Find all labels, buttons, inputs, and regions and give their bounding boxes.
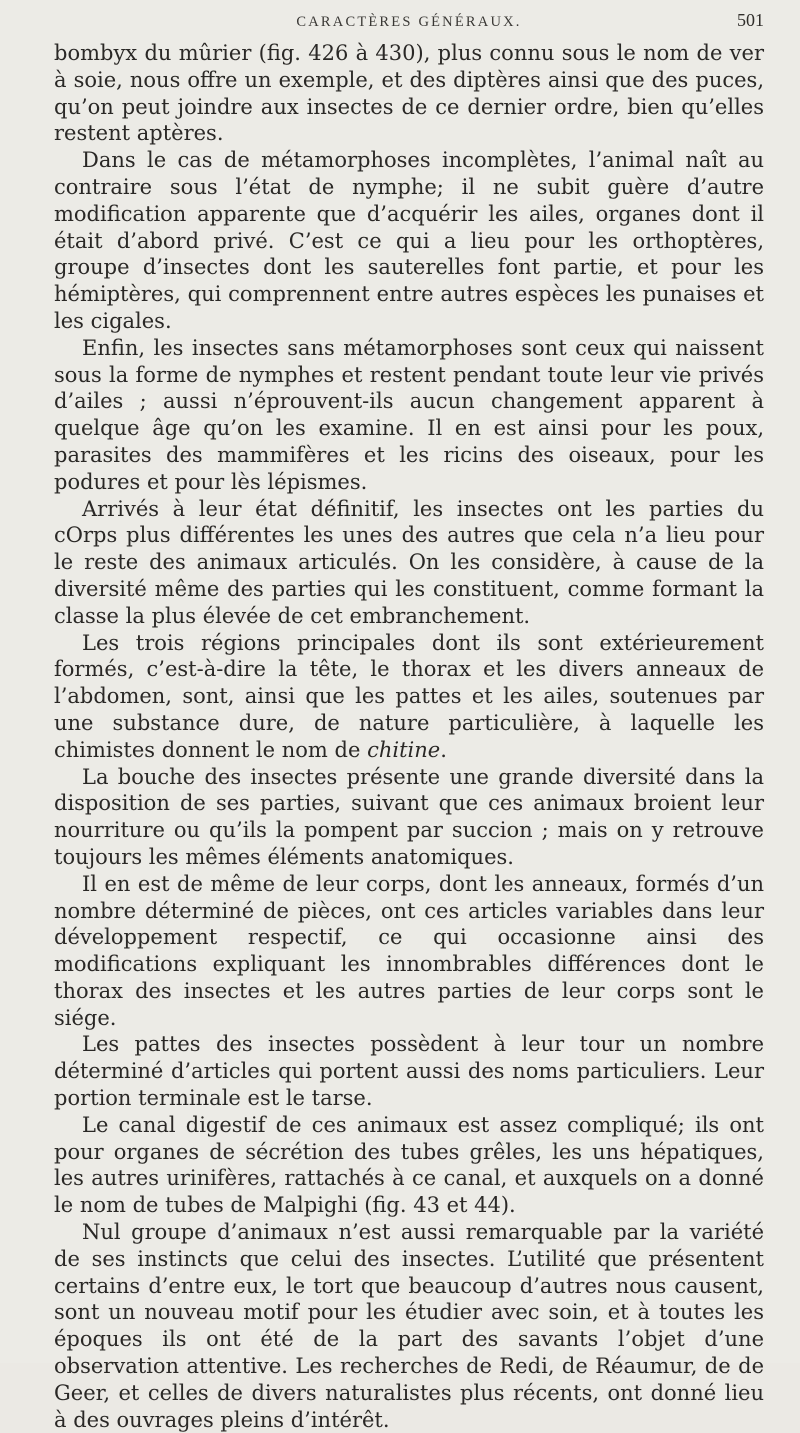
paragraph-chitin-end: . bbox=[440, 737, 447, 762]
chitine-term: chitine bbox=[367, 737, 441, 762]
paragraph-chitin bbox=[54, 630, 764, 764]
paragraph-instincts: Nul groupe d’animaux n’est aussi remarquable par la variété de ses instincts que celui des insectes. L’utilité que présentent certains d’entre eux, le tort que beaucoup d’autres nous causent, sont un nouveau motif pour les étudier avec soin, et à toutes les époques ils ont été de la part des savants l’objet d’une observation attentive. Les recherches de Redi, de Réaumur, de de Geer, et celles de divers naturalistes plus récents, ont donné lieu à des ouvrages pleins d’intérêt. bbox=[54, 1220, 764, 1432]
paragraph-chitin-text: Les trois régions principales dont ils sont extérieurement formés, c’est-à-dire la tête, le thorax et les divers anneaux de l’abdomen, sont, ainsi que les pattes et les ailes, soutenues par une substance dure, de nature particulière, à laquelle les chimistes donnent le nom de bbox=[54, 630, 764, 762]
paragraph-mouth: La bouche des insectes présente une grande diversité dans la disposition de ses parties, suivant que ces animaux broient leur nourriture ou qu’ils la pompent par succion ; mais on y retrouve toujours les mêmes éléments anatomiques. bbox=[54, 764, 764, 869]
paragraph-segments: Il en est de même de leur corps, dont les anneaux, formés d’un nombre déterminé de pièces, ont ces articles variables dans leur développement respectif, ce qui occasionne ainsi des modifications expliquant les innombrables différences dont le thorax des insectes et les autres parties de leur corps sont le siége. bbox=[54, 871, 764, 1030]
paragraph-digestive-canal: Le canal digestif de ces animaux est assez compliqué; ils ont pour organes de sécrétion des tubes grêles, les uns hépatiques, les autres urinifères, rattachés à ce canal, et auxquels on a donné le nom de tubes de Malpighi (fig. 43 et 44). bbox=[54, 1112, 764, 1218]
page-number: 501 bbox=[737, 10, 764, 30]
paragraph-continuation: bombyx du mûrier (fig. 426 à 430), plus connu sous le nom de ver à soie, nous offre un exemple, et des diptères ainsi que des puces, qu’on peut joindre aux insectes de ce dernier ordre, bien qu’elles restent aptères. bbox=[54, 41, 764, 146]
paragraph-body-parts: Arrivés à leur état définitif, les insectes ont les parties du cOrps plus différentes les unes des autres que cela n’a lieu pour le reste des animaux articulés. On les considère, à cause de la diversité même des parties qui les constituent, comme formant la classe la plus élevée de cet embranchement. bbox=[54, 496, 764, 628]
paragraph-legs: Les pattes des insectes possèdent à leur tour un nombre déterminé d’articles qui portent aussi des noms particuliers. Leur portion terminale est le tarse. bbox=[54, 1032, 764, 1111]
running-title: CARACTÈRES GÉNÉRAUX. bbox=[296, 14, 522, 30]
body-text bbox=[54, 40, 764, 1432]
paragraph-no-metamorphosis: Enfin, les insectes sans métamorphoses sont ceux qui naissent sous la forme de nymphes et restent pendant toute leur vie privés d’ailes ; aussi n’éprouvent-ils aucun changement apparent à quelque âge qu’on les examine. Il en est ainsi pour les poux, parasites des mammifères et les ricins des oiseaux, pour les podures et pour lès lépismes. bbox=[54, 335, 764, 494]
page-header bbox=[54, 6, 764, 36]
paragraph-incomplete-metamorphosis: Dans le cas de métamorphoses incomplètes, l’animal naît au contraire sous l’état de nymphe; il ne subit guère d’autre modification apparente que d’acquérir les ailes, organes dont il était d’abord privé. C’est ce qui a lieu pour les orthoptères, groupe d’insectes dont les sauterelles font partie, et pour les hémiptères, qui comprennent entre autres espèces les punaises et les cigales. bbox=[54, 148, 764, 333]
